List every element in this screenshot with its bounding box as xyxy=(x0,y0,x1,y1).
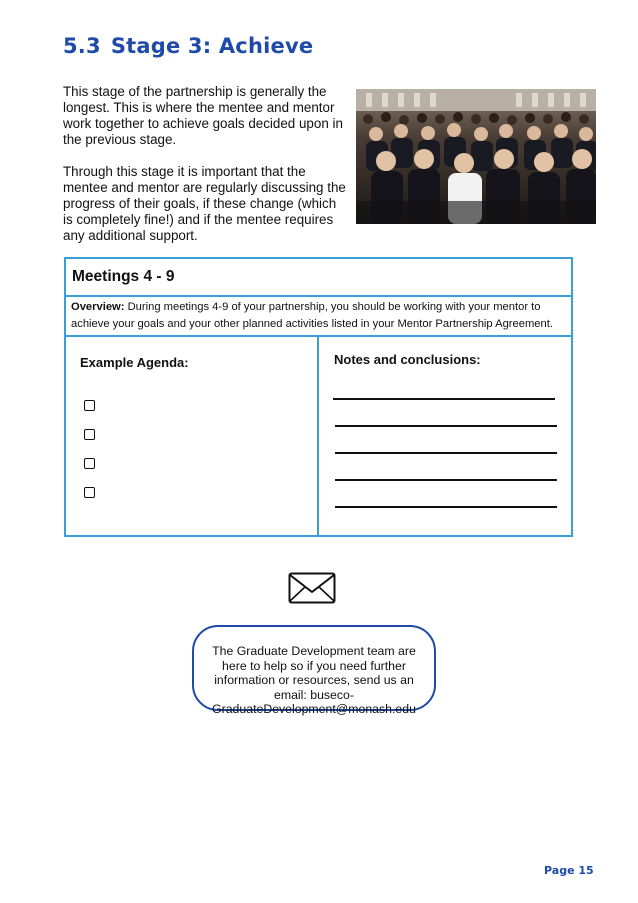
meetings-title: Meetings 4 - 9 xyxy=(66,259,571,297)
column-divider xyxy=(317,336,319,537)
notes-line[interactable] xyxy=(335,452,557,454)
section-number: 5.3 xyxy=(63,34,101,58)
envelope-icon xyxy=(288,572,336,609)
page-number: Page 15 xyxy=(544,864,594,877)
section-title: Stage 3: Achieve xyxy=(110,34,314,58)
notes-line[interactable] xyxy=(335,425,557,427)
audience-photo-illustration xyxy=(356,89,596,224)
notes-line[interactable] xyxy=(335,479,557,481)
overview-text: During meetings 4-9 of your partnership, you should be working with your mentor to achieve your goals and your other planned activities listed in your Mentor Partnership Agreement. xyxy=(71,301,553,330)
contact-text: The Graduate Development team are here to help so if you need further information or resources, send us an email: buseco-GraduateDevelopment@monash.edu xyxy=(212,644,416,716)
intro-paragraph-2: Through this stage it is important that the mentee and mentor are regularly discussing the progress of their goals, if these change (which is completely fine!) and if the mentee requires any additional support. xyxy=(63,164,346,243)
agenda-checkbox[interactable] xyxy=(84,429,95,440)
contact-callout xyxy=(192,625,436,716)
notes-line[interactable] xyxy=(333,398,555,400)
overview-label: Overview: xyxy=(71,301,125,313)
meetings-card xyxy=(64,257,573,537)
intro-text xyxy=(63,84,348,260)
notes-line[interactable] xyxy=(335,506,557,508)
notes-label: Notes and conclusions: xyxy=(334,352,481,367)
agenda-checkbox[interactable] xyxy=(84,458,95,469)
agenda-checkbox[interactable] xyxy=(84,400,95,411)
agenda-checkbox[interactable] xyxy=(84,487,95,498)
agenda-label: Example Agenda: xyxy=(80,355,189,370)
page-title xyxy=(63,34,313,58)
audience-photo xyxy=(356,89,596,224)
intro-paragraph-1: This stage of the partnership is generally the longest. This is where the mentee and mentor work together to achieve goals decided upon in the previous stage. xyxy=(63,84,343,147)
meetings-overview xyxy=(66,297,571,337)
